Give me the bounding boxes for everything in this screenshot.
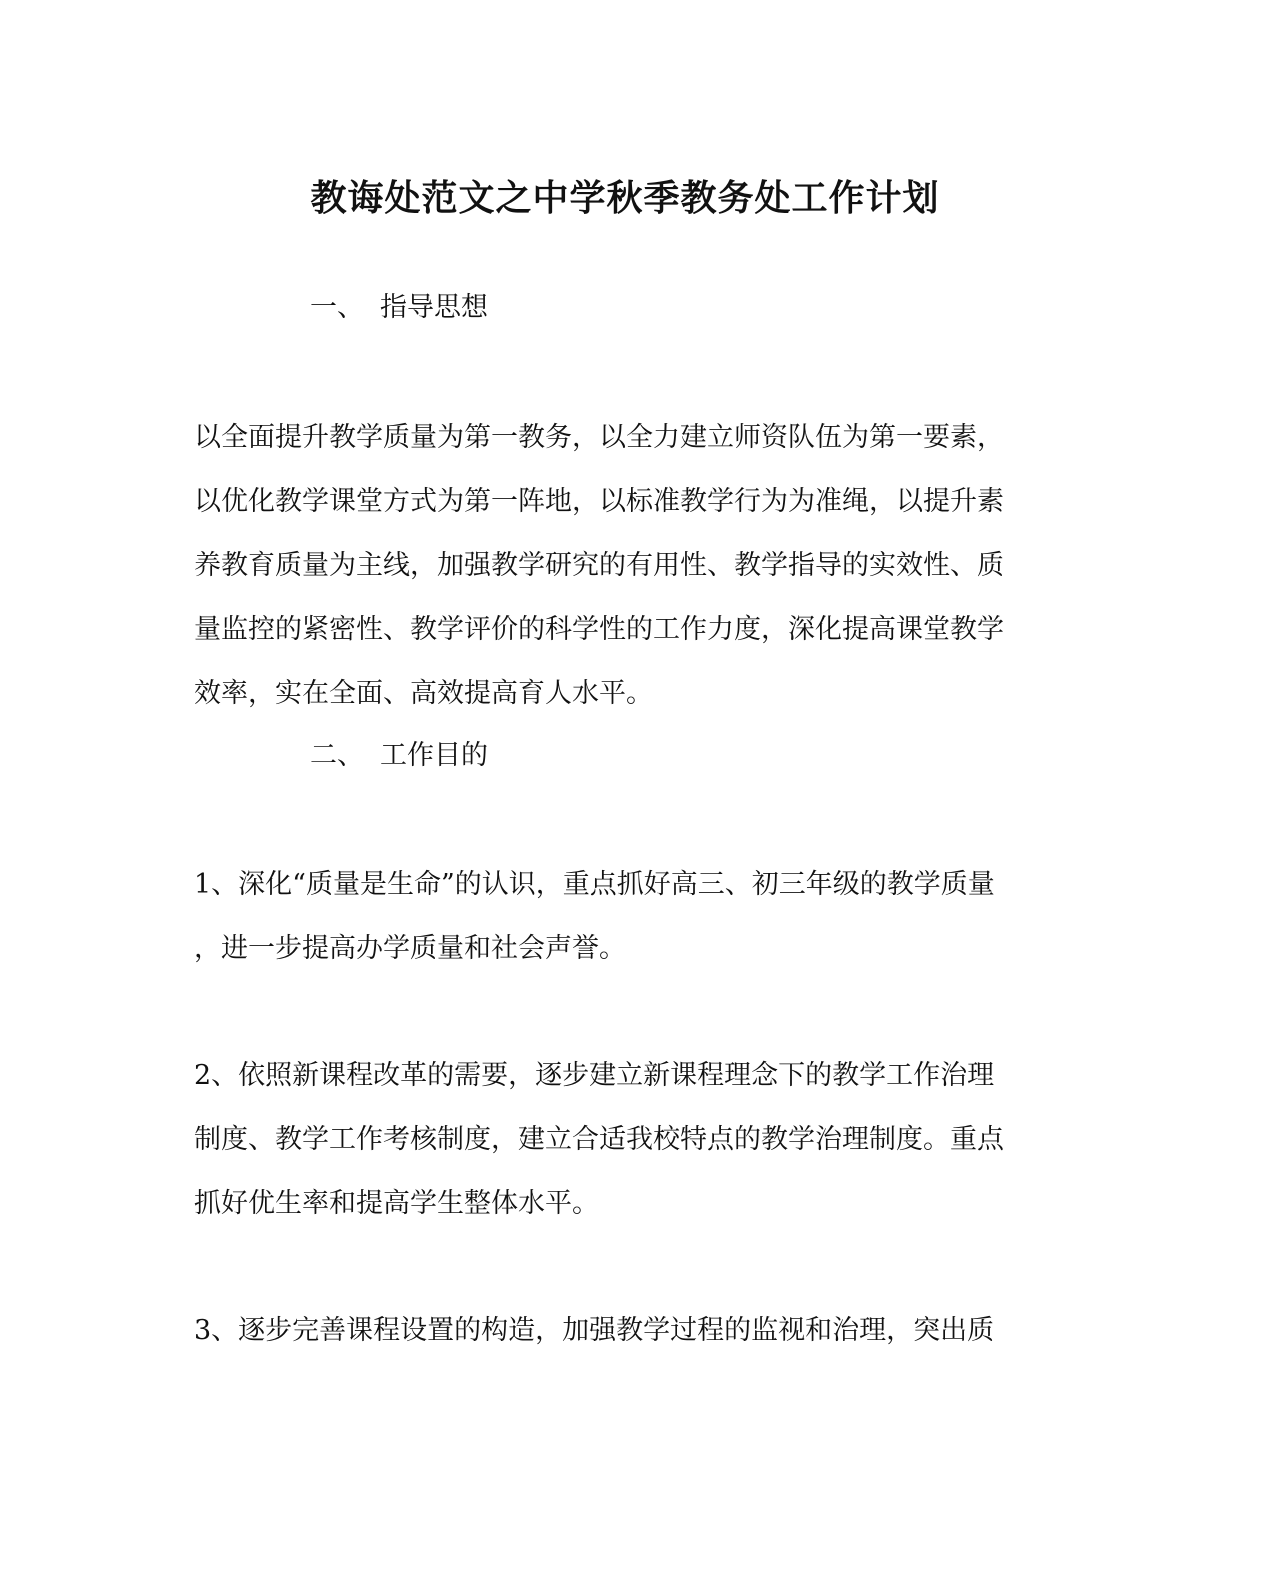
section-heading-text: 指导思想 bbox=[380, 292, 488, 323]
section-heading-guiding-thought bbox=[310, 288, 488, 328]
paragraph-line: 3、逐步完善课程设置的构造，加强教学过程的监视和治理，突出质 bbox=[194, 1315, 995, 1346]
list-item-goal-2 bbox=[194, 1044, 1064, 1236]
paragraph-line: 量监控的紧密性、教学评价的科学性的工作力度，深化提高课堂教学 bbox=[194, 614, 1004, 645]
section-number: 一、 bbox=[310, 292, 364, 323]
paragraph-line: 以优化教学课堂方式为第一阵地，以标准教学行为为准绳，以提升素 bbox=[194, 486, 1004, 517]
paragraph-line: 效率，实在全面、高效提高育人水平。 bbox=[194, 678, 653, 709]
paragraph-line: 以全面提升教学质量为第一教务，以全力建立师资队伍为第一要素， bbox=[194, 422, 1004, 453]
paragraph-line: 抓好优生率和提高学生整体水平。 bbox=[194, 1188, 599, 1219]
paragraph-line: 养教育质量为主线，加强教学研究的有用性、教学指导的实效性、质 bbox=[194, 550, 1004, 581]
paragraph-line: 制度、教学工作考核制度，建立合适我校特点的教学治理制度。重点 bbox=[194, 1124, 1004, 1155]
paragraph-line: 2、依照新课程改革的需要，逐步建立新课程理念下的教学工作治理 bbox=[194, 1060, 995, 1091]
list-item-goal-1 bbox=[194, 853, 1064, 981]
list-item-goal-3 bbox=[194, 1299, 1064, 1363]
section-number: 二、 bbox=[310, 740, 364, 771]
section-heading-work-goals bbox=[310, 736, 488, 776]
section-heading-text: 工作目的 bbox=[380, 740, 488, 771]
paragraph-line: ，进一步提高办学质量和社会声誉。 bbox=[194, 933, 626, 964]
document-title: 教诲处范文之中学秋季教务处工作计划 bbox=[310, 177, 940, 219]
paragraph-line: 1、深化“质量是生命”的认识，重点抓好高三、初三年级的教学质量 bbox=[194, 869, 995, 900]
paragraph-guiding-thought bbox=[194, 406, 1064, 726]
